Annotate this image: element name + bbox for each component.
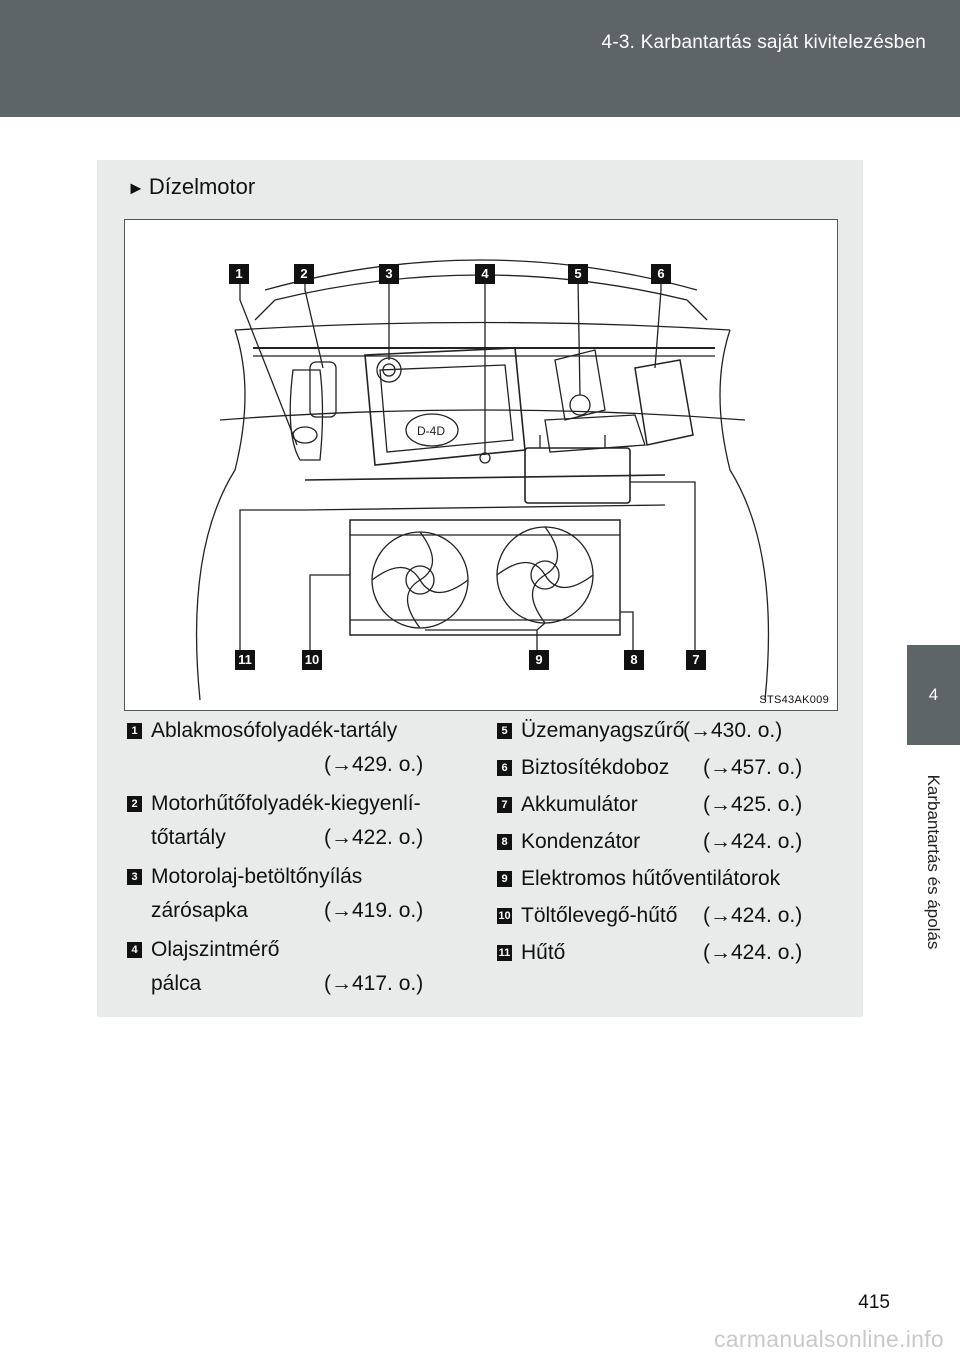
callout-6: 6 bbox=[651, 264, 671, 284]
page-number: 415 bbox=[858, 1292, 890, 1313]
legend-number: 4 bbox=[127, 942, 142, 958]
section-title-text: Dízelmotor bbox=[148, 174, 256, 199]
legend-label-cont: zárósapka bbox=[151, 899, 248, 922]
legend-item-2 bbox=[127, 787, 447, 821]
legend-label-cont: tőtartály bbox=[151, 826, 226, 849]
legend-label: Olajszintmérő bbox=[151, 938, 280, 961]
legend-left bbox=[127, 714, 447, 1001]
legend-number: 1 bbox=[127, 723, 142, 739]
callout-8: 8 bbox=[624, 650, 644, 670]
legend-item-3-cont bbox=[127, 894, 447, 928]
legend-item-1 bbox=[127, 714, 447, 748]
legend-number: 9 bbox=[497, 871, 512, 887]
legend-ref[interactable]: (→424. o.) bbox=[703, 941, 803, 964]
legend-number: 2 bbox=[127, 796, 142, 812]
legend-ref[interactable]: (→430. o.) bbox=[683, 719, 783, 742]
legend-item-6 bbox=[497, 751, 837, 788]
legend-label: Hűtő bbox=[521, 941, 566, 964]
callout-7: 7 bbox=[686, 650, 706, 670]
legend-number: 10 bbox=[498, 910, 511, 922]
legend-ref[interactable]: (→417. o.) bbox=[324, 972, 424, 995]
legend-label-cont: pálca bbox=[151, 972, 202, 995]
legend-item-1-ref bbox=[127, 748, 447, 782]
engine-bay-illustration bbox=[125, 220, 837, 710]
triangle-marker-icon: ► bbox=[127, 178, 145, 198]
legend-label: Kondenzátor bbox=[521, 830, 641, 853]
legend-item-2-cont bbox=[127, 821, 447, 855]
chapter-tab-number: 4 bbox=[928, 685, 939, 704]
legend-label: Motorolaj-betöltőnyílás bbox=[151, 865, 363, 888]
chapter-side-label: Karbantartás és ápolás bbox=[924, 774, 943, 950]
legend-label: Üzemanyagszűrő bbox=[521, 719, 685, 742]
callout-5: 5 bbox=[568, 264, 588, 284]
figure-code: STS43AK009 bbox=[759, 694, 829, 706]
legend-ref[interactable]: (→424. o.) bbox=[703, 830, 803, 853]
legend-number: 7 bbox=[497, 797, 512, 813]
legend-number: 5 bbox=[497, 723, 512, 739]
callout-10: 10 bbox=[302, 650, 322, 670]
section-title bbox=[127, 174, 255, 200]
legend-ref[interactable]: (→457. o.) bbox=[703, 756, 803, 779]
engine-badge: D-4D bbox=[417, 424, 446, 438]
watermark: carmanualsonline.info bbox=[713, 1326, 944, 1352]
legend-ref[interactable]: (→424. o.) bbox=[703, 904, 803, 927]
callout-9: 9 bbox=[529, 650, 549, 670]
chapter-title: 4-3. Karbantartás saját kivitelezésben bbox=[601, 32, 926, 53]
header-band bbox=[0, 0, 960, 117]
legend-label: Töltőlevegő-hűtő bbox=[521, 904, 678, 927]
legend-number: 3 bbox=[127, 869, 142, 885]
legend-item-7 bbox=[497, 788, 837, 825]
legend-right bbox=[497, 714, 837, 973]
legend-label: Akkumulátor bbox=[521, 793, 638, 816]
legend-number: 11 bbox=[498, 947, 511, 959]
legend-item-5 bbox=[497, 714, 837, 751]
legend-item-4 bbox=[127, 933, 447, 967]
legend-label: Ablakmosófolyadék-tartály bbox=[151, 719, 398, 742]
callout-11: 11 bbox=[235, 650, 255, 670]
legend-number: 6 bbox=[497, 760, 512, 776]
legend-item-4-cont bbox=[127, 967, 447, 1001]
callout-4: 4 bbox=[475, 264, 495, 284]
engine-bay-figure bbox=[124, 219, 838, 711]
callout-2: 2 bbox=[294, 264, 314, 284]
callout-1: 1 bbox=[229, 264, 249, 284]
legend-label: Motorhűtőfolyadék-kiegyenlí- bbox=[151, 792, 421, 815]
legend-item-11 bbox=[497, 936, 837, 973]
legend-ref[interactable]: (→419. o.) bbox=[324, 899, 424, 922]
legend-ref[interactable]: (→429. o.) bbox=[324, 753, 424, 776]
legend-ref[interactable]: (→422. o.) bbox=[324, 826, 424, 849]
legend-ref[interactable]: (→425. o.) bbox=[703, 793, 803, 816]
callout-3: 3 bbox=[379, 264, 399, 284]
legend-label: Biztosítékdoboz bbox=[521, 756, 670, 779]
legend-item-10 bbox=[497, 899, 837, 936]
legend-item-8 bbox=[497, 825, 837, 862]
legend-item-9 bbox=[497, 862, 837, 899]
legend-label: Elektromos hűtőventilátorok bbox=[521, 867, 781, 890]
legend-number: 8 bbox=[497, 834, 512, 850]
chapter-tab[interactable] bbox=[907, 645, 960, 745]
legend-item-3 bbox=[127, 860, 447, 894]
